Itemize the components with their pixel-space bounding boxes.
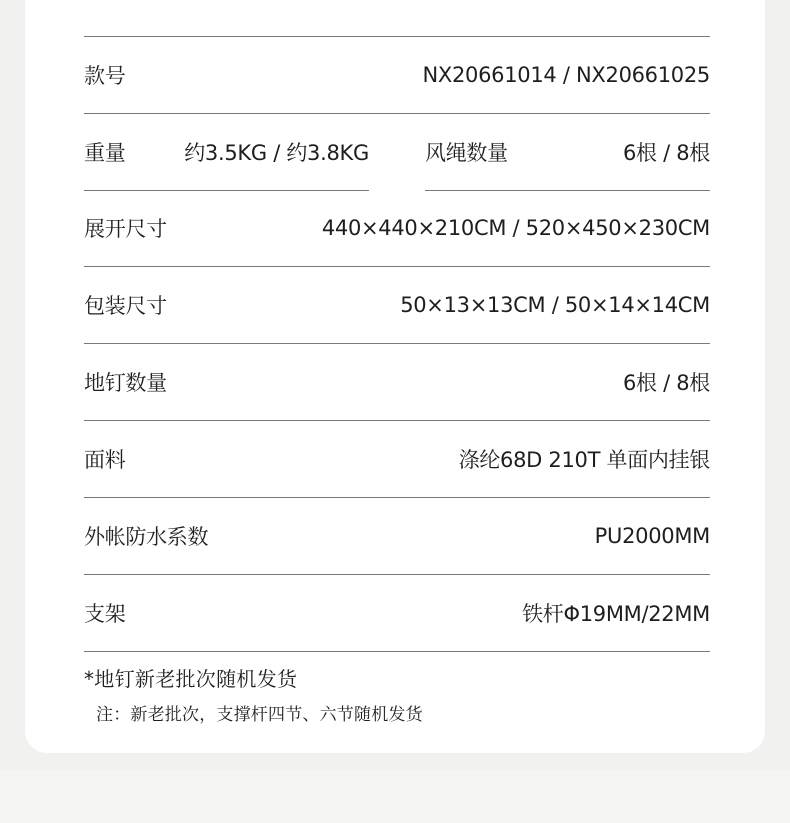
spec-row-frame — [84, 575, 710, 652]
spec-value: 约3.5KG / 约3.8KG — [184, 141, 369, 165]
spec-row-model — [84, 37, 710, 114]
spec-value: NX20661014 / NX20661025 — [422, 63, 710, 87]
spec-table — [84, 36, 710, 652]
spec-value: 铁杆Φ19MM/22MM — [522, 602, 710, 626]
spec-label: 包装尺寸 — [84, 294, 167, 318]
spec-label: 展开尺寸 — [84, 217, 167, 241]
spec-row-waterproof — [84, 498, 710, 575]
spec-row-unfolded-size — [84, 190, 710, 267]
spec-value: 50×13×13CM / 50×14×14CM — [400, 293, 710, 317]
spec-cell-wind-rope — [425, 114, 710, 191]
spec-label: 款号 — [84, 64, 126, 88]
spec-value: 440×440×210CM / 520×450×230CM — [321, 216, 710, 240]
spec-value: 6根 / 8根 — [622, 141, 710, 165]
spec-label: 支架 — [84, 602, 126, 626]
spec-value: 6根 / 8根 — [622, 371, 710, 395]
spec-label: 重量 — [84, 141, 126, 165]
spec-cell-weight — [84, 114, 369, 191]
spec-row-weight-wind — [84, 114, 710, 190]
spec-label: 地钉数量 — [84, 371, 167, 395]
spec-row-fabric — [84, 421, 710, 498]
spec-value: PU2000MM — [594, 524, 710, 548]
note-poles-batch: 注：新老批次，支撑杆四节、六节随机发货 — [96, 705, 423, 725]
spec-row-stakes — [84, 344, 710, 421]
page-bottom-band — [0, 770, 790, 823]
spec-label: 风绳数量 — [425, 141, 508, 165]
note-stakes-batch: *地钉新老批次随机发货 — [84, 667, 298, 691]
spec-label: 面料 — [84, 448, 126, 472]
spec-value: 涤纶68D 210T 单面内挂银 — [458, 448, 710, 472]
spec-row-package-size — [84, 267, 710, 344]
spec-label: 外帐防水系数 — [84, 525, 209, 549]
